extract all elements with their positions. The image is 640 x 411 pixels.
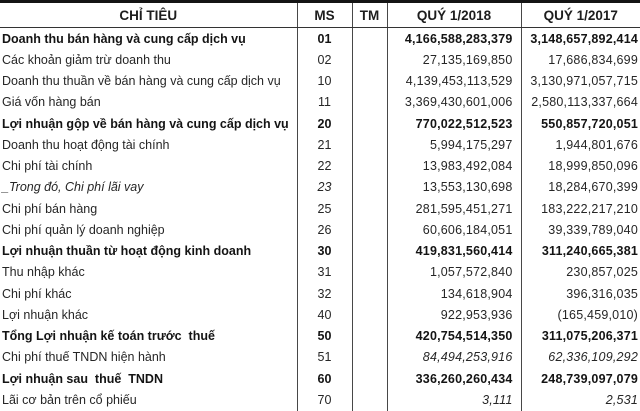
row-ms-code: 01 bbox=[297, 28, 352, 50]
table-row bbox=[0, 177, 640, 198]
row-ms-code: 21 bbox=[297, 134, 352, 155]
row-tm-note bbox=[352, 368, 387, 389]
row-label: Chi phí bán hàng bbox=[0, 198, 297, 219]
row-q1-2018-value: 420,754,514,350 bbox=[387, 326, 521, 347]
row-label: Chi phí quản lý doanh nghiệp bbox=[0, 219, 297, 240]
row-tm-note bbox=[352, 198, 387, 219]
row-q1-2018-value: 13,983,492,084 bbox=[387, 156, 521, 177]
row-label: Lợi nhuận khác bbox=[0, 304, 297, 325]
row-label: _Trong đó, Chi phí lãi vay bbox=[0, 177, 297, 198]
row-label: Lợi nhuận thuần từ hoạt động kinh doanh bbox=[0, 241, 297, 262]
row-q1-2018-value: 4,166,588,283,379 bbox=[387, 28, 521, 50]
row-label: Lợi nhuận gộp về bán hàng và cung cấp dịch vụ bbox=[0, 113, 297, 134]
row-ms-code: 30 bbox=[297, 241, 352, 262]
row-tm-note bbox=[352, 347, 387, 368]
row-q1-2018-value: 60,606,184,051 bbox=[387, 219, 521, 240]
row-q1-2018-value: 3,369,430,601,006 bbox=[387, 92, 521, 113]
row-q1-2017-value: 248,739,097,079 bbox=[541, 371, 638, 386]
row-q1-2018-value: 5,994,175,297 bbox=[387, 134, 521, 155]
header-chi-tieu: CHỈ TIÊU bbox=[0, 2, 297, 28]
table-row bbox=[0, 326, 640, 347]
row-tm-note bbox=[352, 49, 387, 70]
row-label: Chi phí tài chính bbox=[0, 156, 297, 177]
row-label: Giá vốn hàng bán bbox=[0, 92, 297, 113]
header-tm: TM bbox=[352, 2, 387, 28]
row-q1-2017-value: 39,339,789,040 bbox=[548, 222, 638, 237]
row-label: Tổng Lợi nhuận kế toán trước thuế bbox=[0, 326, 297, 347]
row-label: Doanh thu hoạt động tài chính bbox=[0, 134, 297, 155]
row-ms-code: 50 bbox=[297, 326, 352, 347]
row-tm-note bbox=[352, 156, 387, 177]
row-ms-code: 51 bbox=[297, 347, 352, 368]
row-ms-code: 22 bbox=[297, 156, 352, 177]
row-ms-code: 26 bbox=[297, 219, 352, 240]
row-ms-code: 23 bbox=[297, 177, 352, 198]
row-q1-2017-value: 62,336,109,292 bbox=[548, 350, 638, 365]
row-tm-note bbox=[352, 389, 387, 411]
row-ms-code: 32 bbox=[297, 283, 352, 304]
row-tm-note bbox=[352, 219, 387, 240]
row-tm-note bbox=[352, 92, 387, 113]
table-row bbox=[0, 28, 640, 50]
row-label: Thu nhập khác bbox=[0, 262, 297, 283]
row-q1-2018-value: 336,260,260,434 bbox=[387, 368, 521, 389]
table-row bbox=[0, 92, 640, 113]
row-q1-2018-value: 1,057,572,840 bbox=[387, 262, 521, 283]
row-q1-2017-value: 2,531 bbox=[605, 392, 638, 407]
row-ms-code: 60 bbox=[297, 368, 352, 389]
row-tm-note bbox=[352, 304, 387, 325]
table-body bbox=[0, 28, 640, 411]
table-row bbox=[0, 71, 640, 92]
row-ms-code: 02 bbox=[297, 49, 352, 70]
row-ms-code: 10 bbox=[297, 71, 352, 92]
row-ms-code: 31 bbox=[297, 262, 352, 283]
row-tm-note bbox=[352, 241, 387, 262]
row-label: Doanh thu bán hàng và cung cấp dịch vụ bbox=[0, 28, 297, 50]
row-q1-2017-value: 311,075,206,371 bbox=[541, 329, 638, 344]
table-row bbox=[0, 262, 640, 283]
table-row bbox=[0, 283, 640, 304]
row-tm-note bbox=[352, 326, 387, 347]
table-row bbox=[0, 156, 640, 177]
row-q1-2018-value: 134,618,904 bbox=[387, 283, 521, 304]
table-row bbox=[0, 198, 640, 219]
row-tm-note bbox=[352, 71, 387, 92]
row-tm-note bbox=[352, 283, 387, 304]
row-ms-code: 20 bbox=[297, 113, 352, 134]
row-q1-2017-value: 183,222,217,210 bbox=[541, 201, 638, 216]
row-ms-code: 40 bbox=[297, 304, 352, 325]
row-q1-2017-value: 18,999,850,096 bbox=[548, 159, 638, 174]
row-q1-2017-value: (165,459,010) bbox=[557, 307, 638, 322]
row-q1-2017-value: 2,580,113,337,664 bbox=[531, 95, 638, 110]
row-q1-2018-value: 281,595,451,271 bbox=[387, 198, 521, 219]
row-ms-code: 25 bbox=[297, 198, 352, 219]
row-q1-2017-value: 311,240,665,381 bbox=[541, 244, 638, 259]
table-row bbox=[0, 49, 640, 70]
header-row bbox=[0, 2, 640, 28]
row-q1-2018-value: 922,953,936 bbox=[387, 304, 521, 325]
row-q1-2018-value: 13,553,130,698 bbox=[387, 177, 521, 198]
row-tm-note bbox=[352, 28, 387, 50]
row-tm-note bbox=[352, 134, 387, 155]
row-ms-code: 11 bbox=[297, 92, 352, 113]
row-q1-2017-value: 3,148,657,892,414 bbox=[530, 31, 638, 46]
row-q1-2017-value: 230,857,025 bbox=[566, 265, 638, 280]
row-label: Các khoản giảm trừ doanh thu bbox=[0, 49, 297, 70]
row-q1-2017-value: 550,857,720,051 bbox=[541, 116, 638, 131]
table-row bbox=[0, 347, 640, 368]
table-row bbox=[0, 304, 640, 325]
row-q1-2017-value: 3,130,971,057,715 bbox=[530, 74, 638, 89]
row-ms-code: 70 bbox=[297, 389, 352, 411]
row-q1-2017-value: 1,944,801,676 bbox=[555, 137, 638, 152]
row-q1-2017-value: 17,686,834,699 bbox=[548, 52, 638, 67]
row-label: Chi phí khác bbox=[0, 283, 297, 304]
table-row bbox=[0, 219, 640, 240]
row-q1-2018-value: 419,831,560,414 bbox=[387, 241, 521, 262]
row-q1-2018-value: 27,135,169,850 bbox=[387, 49, 521, 70]
row-label: Lãi cơ bản trên cổ phiếu bbox=[0, 389, 297, 411]
header-quy-1-2018: QUÝ 1/2018 bbox=[387, 2, 521, 28]
row-tm-note bbox=[352, 113, 387, 134]
table-row bbox=[0, 134, 640, 155]
row-q1-2018-value: 4,139,453,113,529 bbox=[387, 71, 521, 92]
row-label: Lợi nhuận sau thuế TNDN bbox=[0, 368, 297, 389]
row-label: Chi phí thuế TNDN hiện hành bbox=[0, 347, 297, 368]
table-row bbox=[0, 113, 640, 134]
header-ms: MS bbox=[297, 2, 352, 28]
row-label: Doanh thu thuần về bán hàng và cung cấp dịch vụ bbox=[0, 71, 297, 92]
table-row bbox=[0, 368, 640, 389]
row-q1-2018-value: 84,494,253,916 bbox=[387, 347, 521, 368]
row-q1-2017-value: 396,316,035 bbox=[566, 286, 638, 301]
row-q1-2018-value: 770,022,512,523 bbox=[387, 113, 521, 134]
table-row bbox=[0, 389, 640, 411]
row-tm-note bbox=[352, 177, 387, 198]
row-q1-2018-value: 3,111 bbox=[387, 389, 521, 411]
table-row bbox=[0, 241, 640, 262]
row-tm-note bbox=[352, 262, 387, 283]
row-q1-2017-value: 18,284,670,399 bbox=[548, 180, 638, 195]
header-quy-1-2017: QUÝ 1/2017 bbox=[521, 2, 640, 28]
